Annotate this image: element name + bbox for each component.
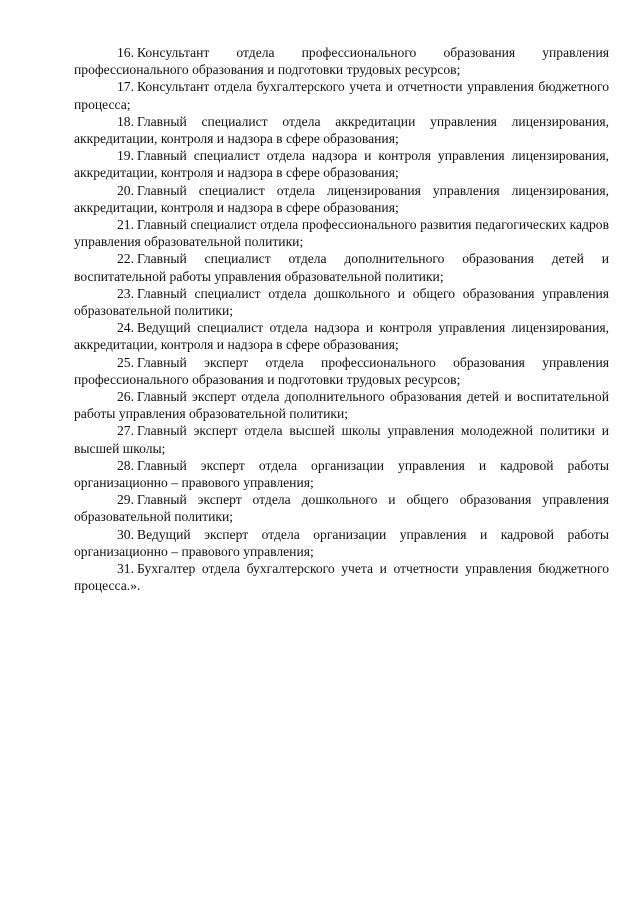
item-text: Главный специалист отдела профессионального развития педагогических кадров управления образовательной политики; bbox=[74, 217, 609, 250]
item-text: Ведущий специалист отдела надзора и контроля управления лицензирования, аккредитации, контроля и надзора в сфере образования; bbox=[74, 320, 609, 353]
item-number: 22. bbox=[117, 251, 134, 267]
list-item bbox=[74, 78, 609, 112]
list-item bbox=[74, 526, 609, 560]
list-item bbox=[74, 113, 609, 147]
item-text: Консультант отдела бухгалтерского учета и отчетности управления бюджетного процесса; bbox=[74, 79, 609, 112]
item-text: Консультант отдела профессионального образования управления профессионального образования и подготовки трудовых ресурсов; bbox=[74, 45, 609, 78]
list-item bbox=[74, 491, 609, 525]
list-item bbox=[74, 422, 609, 456]
item-number: 20. bbox=[117, 182, 134, 198]
item-text: Главный специалист отдела надзора и контроля управления лицензирования, аккредитации, контроля и надзора в сфере образования; bbox=[74, 148, 609, 181]
item-text: Главный специалист отдела дошкольного и общего образования управления образовательной политики; bbox=[74, 285, 609, 319]
item-text: Главный специалист отдела лицензирования управления лицензирования, аккредитации, контроля и надзора в сфере образования; bbox=[74, 182, 609, 215]
item-text: Главный специалист отдела дополнительного образования детей и воспитательной работы управления образовательной политики; bbox=[74, 251, 609, 284]
list-item bbox=[74, 216, 609, 250]
item-text: Ведущий эксперт отдела организации управления и кадровой работы организационно – правового управления; bbox=[74, 526, 609, 559]
item-number: 23. bbox=[117, 285, 134, 301]
item-text: Главный эксперт отдела организации управления и кадровой работы организационно – правового управления; bbox=[74, 457, 609, 491]
list-item bbox=[74, 44, 609, 78]
item-text: Главный эксперт отдела высшей школы управления молодежной политики и высшей школы; bbox=[74, 423, 609, 456]
list-item bbox=[74, 319, 609, 353]
list-item bbox=[74, 250, 609, 284]
list-item bbox=[74, 285, 609, 319]
item-number: 19. bbox=[117, 148, 134, 164]
list-item bbox=[74, 560, 609, 594]
item-text: Бухгалтер отдела бухгалтерского учета и отчетности управления бюджетного процесса.». bbox=[74, 561, 609, 594]
item-number: 30. bbox=[117, 526, 134, 542]
item-number: 24. bbox=[117, 320, 134, 336]
item-text: Главный эксперт отдела профессионального образования управления профессионального образования и подготовки трудовых ресурсов; bbox=[74, 354, 609, 387]
item-number: 25. bbox=[117, 354, 134, 370]
item-number: 18. bbox=[117, 113, 134, 129]
item-number: 27. bbox=[117, 423, 134, 439]
item-number: 28. bbox=[117, 457, 134, 473]
item-number: 31. bbox=[117, 561, 134, 577]
list-item bbox=[74, 147, 609, 181]
item-number: 26. bbox=[117, 389, 134, 405]
list-item bbox=[74, 388, 609, 422]
list-item bbox=[74, 354, 609, 388]
item-number: 17. bbox=[117, 79, 134, 95]
item-number: 16. bbox=[117, 45, 134, 60]
item-text: Главный эксперт отдела дополнительного образования детей и воспитательной работы управления образовательной политики; bbox=[74, 389, 609, 422]
list-item bbox=[74, 182, 609, 216]
item-number: 29. bbox=[117, 492, 134, 508]
list-item bbox=[74, 457, 609, 491]
position-list bbox=[74, 44, 609, 595]
item-text: Главный специалист отдела аккредитации управления лицензирования, аккредитации, контроля и надзора в сфере образования; bbox=[74, 113, 609, 147]
item-text: Главный эксперт отдела дошкольного и общего образования управления образовательной политики; bbox=[74, 492, 609, 525]
item-number: 21. bbox=[117, 217, 134, 233]
